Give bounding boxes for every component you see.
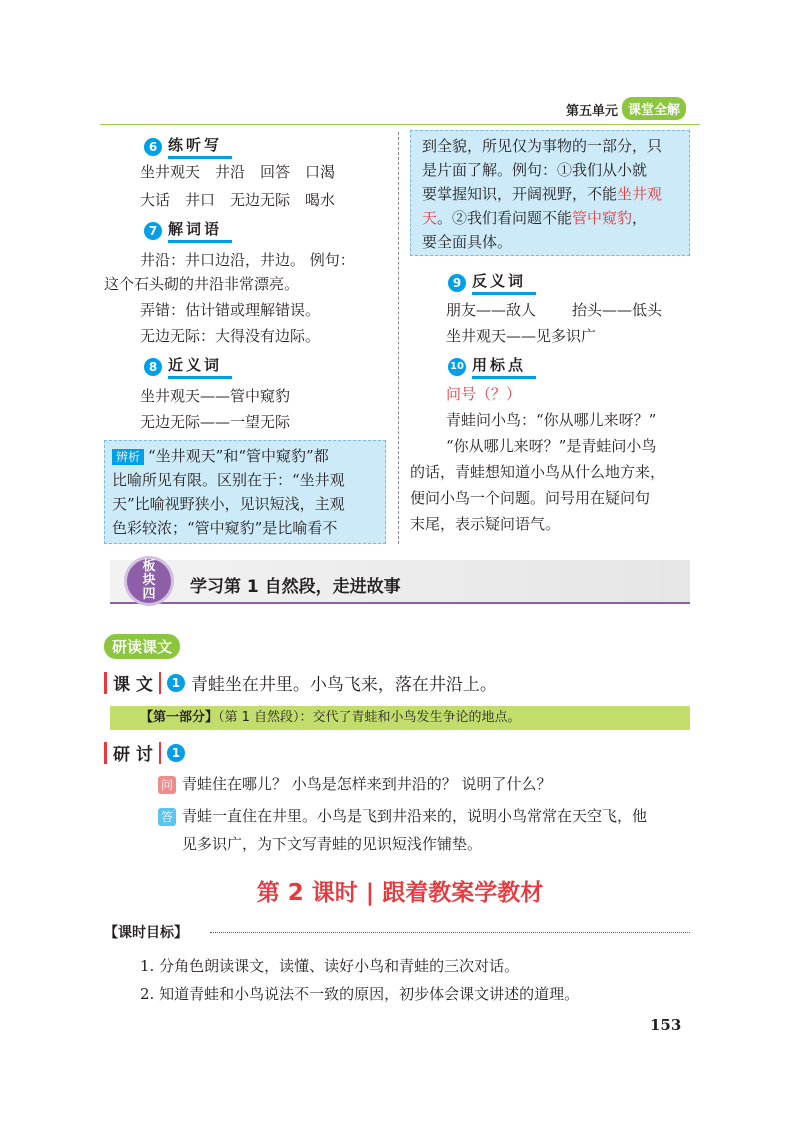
answer-line: 见多识广，为下文写青蛙的见识短浅作铺垫。 <box>182 835 483 853</box>
punctuation-line: 便问小鸟一个问题。问号用在疑问句 <box>410 489 651 507</box>
example-line <box>422 208 647 228</box>
analysis-line <box>112 446 329 467</box>
punctuation-line: “你从哪儿来呀？”是青蛙问小鸟 <box>446 437 657 455</box>
column-divider <box>398 132 399 544</box>
example-line: 要全面具体。 <box>422 233 513 251</box>
lesson-title: 第 2 课时 | 跟着教案学教材 <box>256 880 544 906</box>
paragraph-number-badge: 1 <box>167 674 185 692</box>
section-title: 近义词 <box>168 354 232 379</box>
text-passage: 青蛙坐在井里。小鸟飞来，落在井沿上。 <box>190 675 497 695</box>
example-text: 。②我们看问题不能 <box>437 209 573 227</box>
analysis-line: 色彩较浓；“管中窥豹”是比喻看不 <box>112 519 338 537</box>
section-8-heading <box>144 354 232 379</box>
synonym-line: 坐井观天——管中窥豹 <box>140 387 291 405</box>
text-label: 课 文 <box>113 675 153 695</box>
goals-label: 【课时目标】 <box>104 925 188 941</box>
answer-text: 青蛙一直住在井里。小鸟是飞到井沿来的，说明小鸟常常在天空飞，他 <box>182 807 648 825</box>
goal-item: 2. 知道青蛙和小鸟说法不一致的原因，初步体会课文讲述的道理。 <box>140 985 580 1003</box>
analysis-tag: 辨析 <box>112 449 144 465</box>
analysis-line: 天”比喻视野狭小，见识短浅，主观 <box>112 495 345 513</box>
example-text: ， <box>632 209 648 227</box>
module-badge-char: 块 <box>142 573 156 588</box>
label-bar <box>104 742 107 764</box>
goal-item: 1. 分角色朗读课文，读懂、读好小鸟和青蛙的三次对话。 <box>140 957 520 975</box>
module-badge <box>124 556 174 606</box>
punctuation-line: 青蛙问小鸟：“你从哪儿来呀？” <box>446 411 657 429</box>
text-label-row <box>104 670 497 695</box>
module-badge-char: 板 <box>142 559 156 574</box>
dictation-line: 坐井观天 井沿 回答 口渴 <box>140 163 336 181</box>
section-6-heading <box>144 134 232 159</box>
definition-line: 弄错：估计错或理解错误。 <box>140 301 321 319</box>
module-badge-char: 四 <box>142 587 156 602</box>
dictation-line: 大话 井口 无边无际 喝水 <box>140 191 336 209</box>
label-bar <box>159 672 161 694</box>
goals-dotted-rule <box>210 932 690 933</box>
section-number-badge: 10 <box>448 358 466 376</box>
section-9-heading <box>448 270 536 295</box>
section-7-heading <box>144 218 232 243</box>
section-title: 练听写 <box>168 134 232 159</box>
unit-tag-badge: 课堂全解 <box>622 97 686 120</box>
answer-tag: 答 <box>158 808 176 826</box>
section-number-badge: 8 <box>144 358 162 376</box>
example-line <box>422 184 662 204</box>
example-line: 是片面了解。例句：①我们从小就 <box>422 161 648 179</box>
part-summary-bar <box>110 706 690 730</box>
synonym-line: 无边无际——一望无际 <box>140 413 291 431</box>
header-rule <box>100 124 700 125</box>
antonym-pair: 坐井观天——见多识广 <box>446 327 597 345</box>
question-tag: 问 <box>158 776 176 794</box>
module-title: 学习第 1 自然段，走进故事 <box>190 577 401 597</box>
antonym-pair: 朋友——敌人 <box>446 301 537 319</box>
antonym-pair: 抬头——低头 <box>572 301 663 319</box>
highlight-term: 管中窥豹 <box>572 209 633 227</box>
highlight-term: 天 <box>422 209 438 227</box>
punctuation-line: 末尾，表示疑问语气。 <box>410 515 561 533</box>
section-10-heading <box>448 354 536 379</box>
answer-line <box>158 806 647 826</box>
definition-line: 这个石头砌的井沿非常漂亮。 <box>104 275 300 293</box>
part-text: （第 1 自然段）：交代了青蛙和小鸟发生争论的地点。 <box>218 710 521 725</box>
analysis-text: “坐井观天”和“管中窥豹”都 <box>148 447 329 465</box>
analysis-line: 比喻所见有限。区别在于：“坐井观 <box>112 471 345 489</box>
punctuation-mark: 问号（？） <box>446 385 522 403</box>
study-label: 研读课文 <box>104 634 180 659</box>
example-text: 要掌握知识，开阔视野，不能 <box>422 185 618 203</box>
section-title: 解词语 <box>168 218 232 243</box>
question-text: 青蛙住在哪儿？ 小鸟是怎样来到井沿的？ 说明了什么？ <box>182 775 552 793</box>
highlight-term: 坐井观 <box>617 185 663 203</box>
example-line: 到全貌，所见仅为事物的一部分，只 <box>422 137 663 155</box>
page-number: 153 <box>650 1016 682 1034</box>
module-banner-rule <box>110 602 690 604</box>
part-lead: 【第一部分】 <box>140 710 219 725</box>
paragraph-number-badge: 1 <box>167 744 185 762</box>
section-title: 反义词 <box>472 270 536 295</box>
section-number-badge: 9 <box>448 274 466 292</box>
section-number-badge: 7 <box>144 222 162 240</box>
label-bar <box>104 672 107 694</box>
unit-label: 第五单元 <box>566 104 619 119</box>
punctuation-line: 的话，青蛙想知道小鸟从什么地方来， <box>410 463 666 481</box>
question-line <box>158 774 552 794</box>
section-number-badge: 6 <box>144 138 162 156</box>
label-bar <box>159 742 161 764</box>
discussion-label-row <box>104 740 185 765</box>
section-title: 用标点 <box>472 354 536 379</box>
definition-line: 井沿：井口边沿，井边。 例句： <box>140 251 355 269</box>
definition-line: 无边无际：大得没有边际。 <box>140 327 321 345</box>
discussion-label: 研 讨 <box>113 745 153 765</box>
